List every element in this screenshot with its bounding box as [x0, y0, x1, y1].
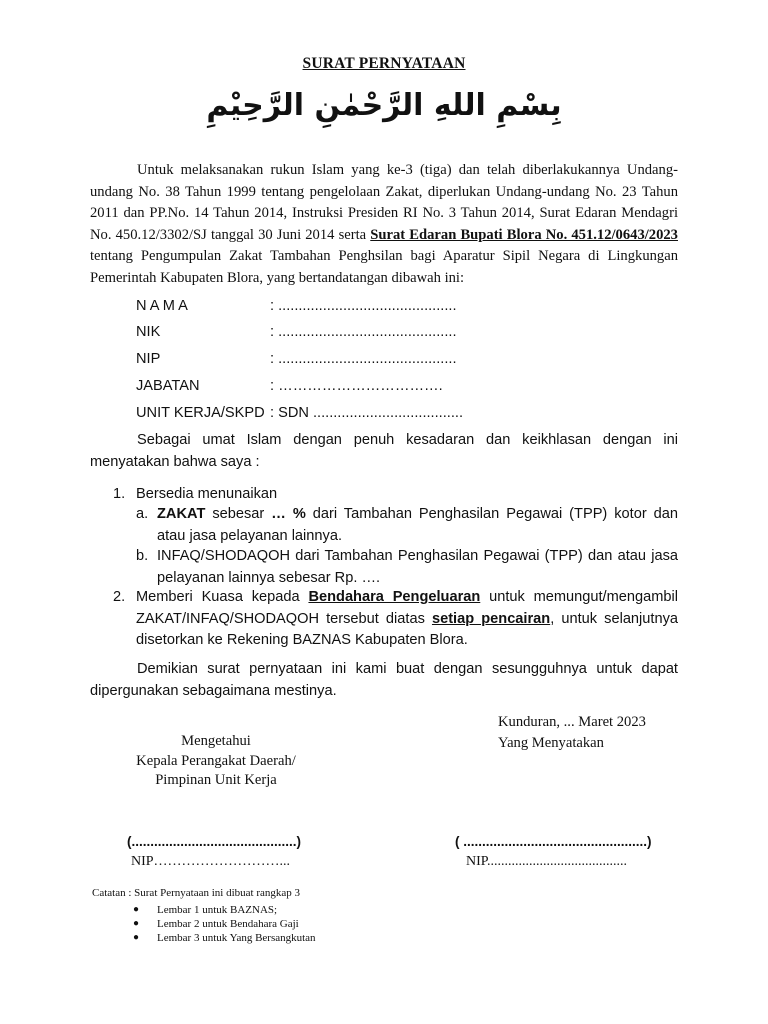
setiap-pencairan: setiap pencairan	[431, 610, 551, 627]
left-signature-nip[interactable]: NIP………………………...	[131, 854, 291, 869]
note-item-1: Lembar 1 untuk BAZNAS;	[157, 904, 278, 916]
field-label-unit-kerja: UNIT KERJA/SKPD	[136, 405, 265, 421]
note-title: Catatan : Surat Pernyataan ini dibuat rangkap 3	[92, 887, 301, 899]
list-item-1-text: Bersedia menunaikan	[136, 486, 278, 502]
list-item-2-number: 2.	[113, 589, 126, 605]
field-value-jabatan[interactable]: : …………………………….	[270, 378, 443, 394]
field-value-nip[interactable]: : ............................................	[270, 351, 457, 367]
field-label-nip: NIP	[136, 351, 161, 367]
list-item-2-part1: Memberi Kuasa kepada	[136, 589, 309, 605]
zakat-percentage: … %	[271, 506, 306, 522]
list-item-1b-text: INFAQ/SHODAQOH dari Tambahan Penghasilan Pegawai (TPP) dan atau jasa pelayanan lainnya sebesar Rp. ….	[157, 548, 678, 586]
list-item-1a-text	[157, 504, 678, 547]
intro-paragraph	[90, 160, 678, 290]
acknowledger-line-2: Kepala Perangakat Daerah/	[136, 752, 296, 769]
signer-role: Yang Menyatakan	[498, 735, 604, 751]
intro-text-2: tentang Pengumpulan Zakat Tambahan Penghsilan bagi Aparatur Sipil Negara di Lingkungan Pemerintah Kabupaten Blora, yang bertandatangan dibawah ini:	[90, 248, 678, 286]
bismillah-calligraphy: بِسْمِ اللهِ الرَّحْمٰنِ الرَّحِيْمِ	[206, 88, 562, 123]
list-item-1-number: 1.	[113, 486, 126, 502]
right-signature-nip[interactable]: NIP........................................	[466, 854, 628, 869]
intro-text-1: Untuk melaksanakan rukun Islam yang ke-3 (tiga) dan telah diberlakukannya Undang-undang No. 38 Tahun 1999 tentang pengelolaan Zakat, diperlukan Undang-undang No. 23 Tahun 2011 dan PP.No. 14 Tahun 2014, Instruksi Presiden RI No. 3 Tahun 2014, Surat Edaran Mendagri No. 450.12/3302/SJ tanggal 30 Juni 2014 serta	[90, 162, 678, 243]
note-item-2: Lembar 2 untuk Bendahara Gaji	[157, 918, 299, 930]
list-item-1a-part2: dari Tambahan Penghasilan Pegawai (TPP) kotor dan atau jasa pelayanan lainnya.	[157, 506, 679, 544]
list-item-2-part2: untuk memungut/mengambil ZAKAT/INFAQ/SHODAQOH tersebut diatas	[136, 589, 678, 627]
field-label-nik: NIK	[136, 324, 161, 340]
declaration-paragraph: Sebagai umat Islam dengan penuh kesadaran dan keikhlasan dengan ini menyatakan bahwa saya :	[90, 432, 678, 470]
list-item-1b-letter: b.	[136, 548, 149, 564]
document-title: SURAT PERNYATAAN	[302, 55, 466, 72]
field-label-jabatan: JABATAN	[136, 378, 200, 394]
left-signature-name[interactable]: (............................................)	[127, 834, 302, 849]
list-item-2-part3: , untuk selanjutnya disetorkan ke Rekening BAZNAS Kabupaten Blora.	[136, 610, 678, 649]
list-item-2-text	[136, 587, 678, 652]
bullet-icon: ●	[133, 932, 140, 943]
note-item-3: Lembar 3 untuk Yang Bersangkutan	[157, 932, 316, 944]
bullet-icon: ●	[133, 904, 140, 915]
field-value-unit-kerja[interactable]: : SDN .....................................	[270, 405, 463, 421]
bullet-icon: ●	[133, 918, 140, 929]
intro-decree-reference: Surat Edaran Bupati Blora No. 451.12/0643/2023	[370, 226, 678, 243]
list-item-1a-part1: sebesar	[205, 506, 272, 522]
bendahara-pengeluaran: Bendahara Pengeluaran	[308, 589, 481, 605]
acknowledger-block	[110, 732, 322, 791]
list-item-1a-letter: a.	[136, 506, 149, 522]
right-signature-name[interactable]: ( .................................................)	[455, 834, 652, 849]
zakat-term: ZAKAT	[157, 506, 206, 522]
place-date: Kunduran, ... Maret 2023	[498, 714, 646, 730]
acknowledger-line-3: Pimpinan Unit Kerja	[155, 772, 277, 788]
field-value-nik[interactable]: : ............................................	[270, 324, 457, 340]
closing-paragraph: Demikian surat pernyataan ini kami buat dengan sesungguhnya untuk dapat dipergunakan sebagaimana mestinya.	[90, 661, 678, 699]
field-label-nama: N A M A	[136, 298, 188, 314]
acknowledger-line-1: Mengetahui	[181, 733, 251, 749]
field-value-nama[interactable]: : ............................................	[270, 298, 457, 314]
